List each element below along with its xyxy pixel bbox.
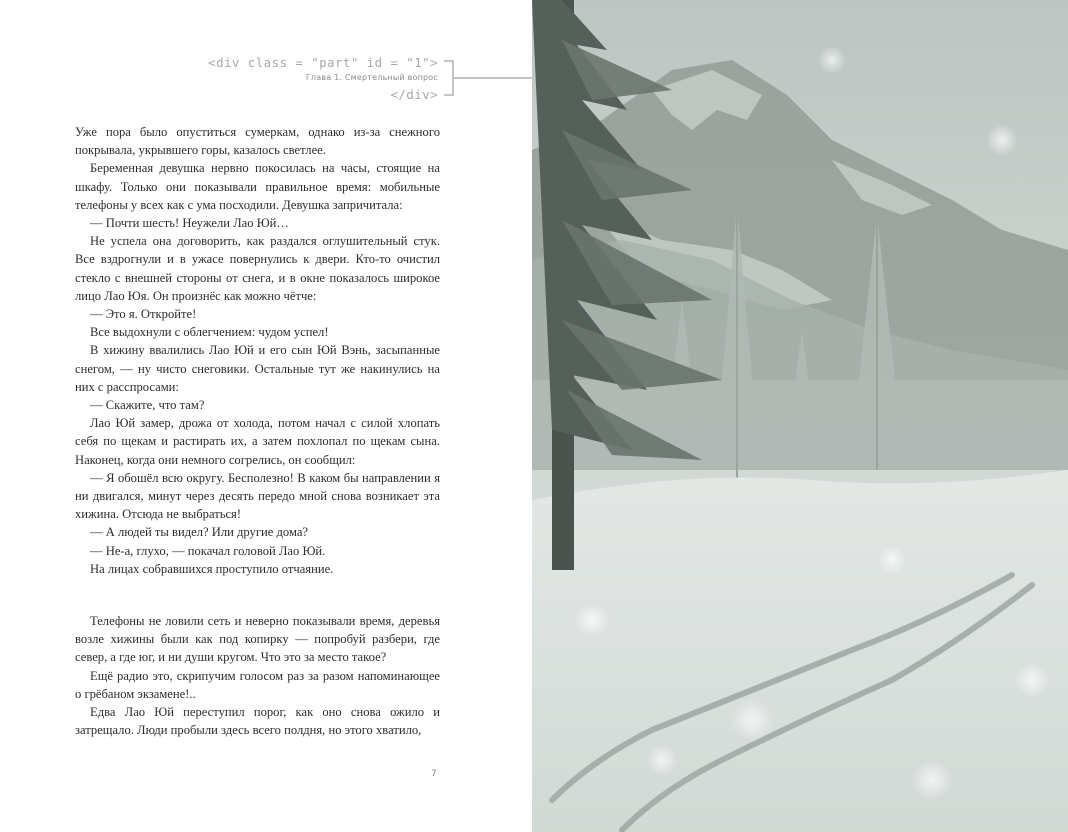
section-break <box>75 596 440 612</box>
paragraph: Телефоны не ловили сеть и неверно показывали время, деревья возле хижины были как под копирку — попробуй разбери, где север, а где юг, и ни души кругом. Что это за место такое? <box>75 614 440 665</box>
snowy-forest-illustration <box>532 0 1068 832</box>
paragraph: Беременная девушка нервно покосилась на часы, стоящие на шкафу. Только они показывали правильное время: мобильные телефоны у всех как с ума посходили. Девушка запричитала: <box>75 161 440 212</box>
paragraph: Уже пора было опуститься сумеркам, однако из-за снежного покрывала, укрывшего горы, казалось светлее. <box>75 125 440 158</box>
paragraph: Все выдохнули с облегчением: чудом успел! <box>90 325 329 340</box>
illustration-page <box>532 0 1068 832</box>
code-close-tag: </div> <box>390 87 438 102</box>
snow-ground <box>532 470 1068 832</box>
paragraph: — Я обошёл всю округу. Бесполезно! В каком бы направлении я ни двигался, минут через десять передо мной снова возникает эта хижина. Отсюда не выбраться! <box>75 470 440 522</box>
paragraph: Едва Лао Юй переступил порог, как оно снова ожило и затрещало. Люди пробыли здесь всего полдня, но этого хватило, <box>75 705 440 738</box>
paragraph: — Скажите, что там? <box>90 398 205 413</box>
header-bracket <box>444 60 454 96</box>
page-number: 7 <box>431 769 437 779</box>
paragraph: — Почти шесть! Неужели Лао Юй… <box>90 216 289 231</box>
paragraph: Ещё радио это, скрипучим голосом раз за разом напоминающее о грёбаном экзамене!.. <box>75 668 440 701</box>
paragraph: Не успела она договорить, как раздался оглушительный стук. Все вздрогнули и в ужасе повернулись к двери. Кто-то очистил стекло с внешней стороны от снега, и в окне показалось широкое лицо Лао Юя. Он произнёс как можно чётче: <box>75 234 440 303</box>
paragraph: — Это я. Откройте! <box>90 307 197 322</box>
paragraph: На лицах собравшихся проступило отчаяние. <box>90 561 334 576</box>
paragraph: — Не-а, глухо, — покачал головой Лао Юй. <box>90 543 326 558</box>
code-open-tag: <div class = "part" id = "1"> <box>208 55 438 70</box>
chapter-header <box>208 56 438 102</box>
section-break <box>75 578 440 596</box>
paragraph: В хижину ввалились Лао Юй и его сын Юй Вэнь, засыпанные снегом, — ну чисто снеговики. Остальные тут же накинулись на них с расспросами: <box>75 343 440 394</box>
chapter-body <box>75 123 440 740</box>
header-connector-line <box>454 77 532 79</box>
text-page <box>0 0 532 832</box>
paragraph: — А людей ты видел? Или другие дома? <box>90 525 309 540</box>
paragraph: Лао Юй замер, дрожа от холода, потом начал с силой хлопать себя по щекам и растирать их, а затем похлопал по щекам сына. Наконец, когда они немного согрелись, он сообщил: <box>75 416 440 467</box>
chapter-title: Глава 1. Смертельный вопрос <box>305 73 438 82</box>
